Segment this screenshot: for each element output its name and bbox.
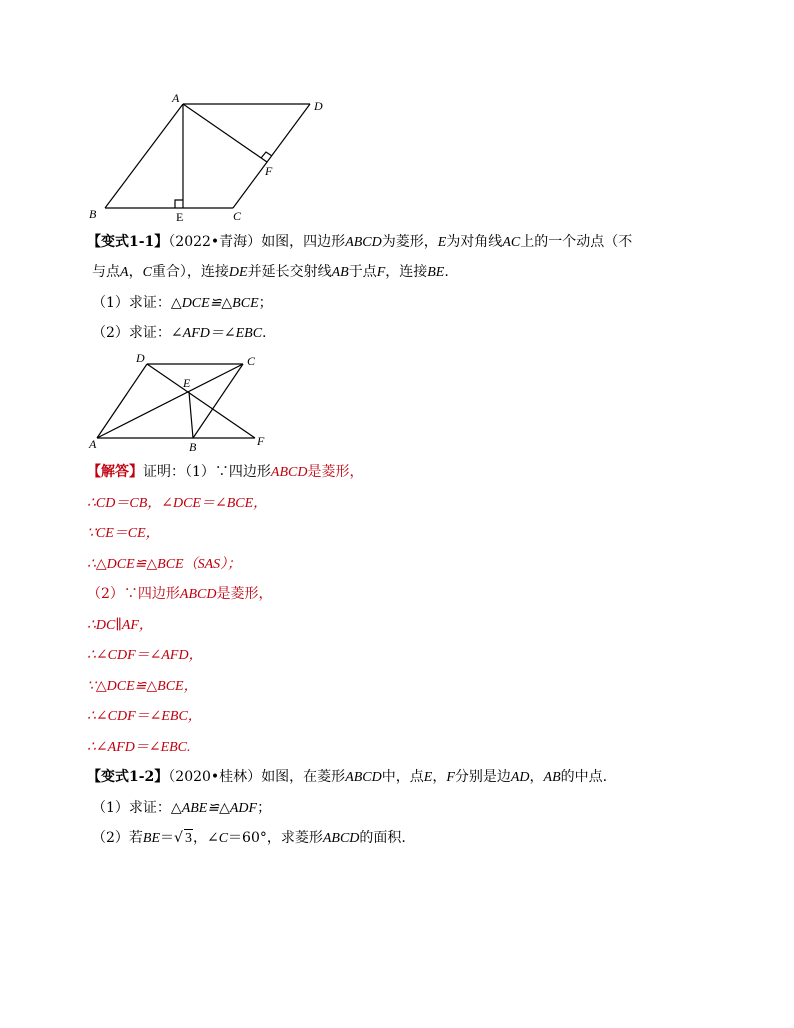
- label-a: A: [172, 91, 180, 105]
- figure-1: [85, 90, 345, 225]
- solution-tag: 【解答】: [87, 464, 143, 480]
- problem2-q1: （1）求证：△ABE≌△ADF；: [92, 800, 272, 816]
- problem1-q2: （2）求证：∠AFD＝∠EBC.: [92, 325, 267, 341]
- segment-ab: [105, 104, 183, 208]
- problem1-line1: 【变式1-1】（2022•青海）如图，四边形ABCD为菱形，E为对角线AC上的一个动点（不: [87, 234, 633, 250]
- label-f: F: [257, 434, 265, 448]
- figure-2: [85, 350, 285, 455]
- problem1-q1: （1）求证：△DCE≌△BCE；: [92, 295, 273, 311]
- label-b: B: [189, 440, 197, 454]
- label-a: A: [89, 437, 97, 451]
- solution-line1: 【解答】证明：（1）∵四边形ABCD是菱形，: [87, 464, 364, 480]
- label-f: F: [265, 164, 273, 178]
- segment-ac: [97, 364, 243, 438]
- segment-eb: [189, 392, 193, 438]
- solution-line6: ∴DC∥AF，: [87, 618, 153, 633]
- problem2-tag: 【变式1-2】: [87, 769, 169, 785]
- label-b: B: [89, 207, 97, 221]
- solution-line3: ∵CE＝CE，: [87, 526, 160, 541]
- problem1-line2: 与点A，C重合），连接DE并延长交射线AB于点F，连接BE.: [92, 264, 449, 280]
- solution-line7: ∴∠CDF＝∠AFD，: [87, 648, 203, 663]
- segment-af: [183, 104, 267, 162]
- problem1-tag: 【变式1-1】: [87, 234, 169, 250]
- solution-line5: （2）∵四边形ABCD是菱形，: [87, 586, 273, 602]
- solution-line2: ∴CD＝CB，∠DCE＝∠BCE，: [87, 496, 268, 511]
- problem2-line1: 【变式1-2】（2020•桂林）如图，在菱形ABCD中，点E，F分别是边AD，AB的中点.: [87, 769, 608, 785]
- label-d: D: [314, 99, 323, 113]
- label-e: E: [183, 376, 191, 390]
- figure-1-svg: [85, 90, 345, 225]
- solution-line8: ∵△DCE≌△BCE，: [87, 679, 198, 694]
- solution-line4: ∴△DCE≌△BCE（SAS）；: [87, 557, 242, 572]
- solution-line9: ∴∠CDF＝∠EBC，: [87, 709, 202, 724]
- problem2-q2: （2）若BE＝√ 3，∠C＝60°，求菱形ABCD的面积.: [92, 830, 406, 846]
- label-c: C: [233, 209, 242, 223]
- figure-2-svg: [85, 350, 285, 455]
- label-e: E: [176, 210, 184, 224]
- sqrt-radicand: 3: [184, 831, 192, 846]
- solution-line10: ∴∠AFD＝∠EBC.: [87, 740, 191, 755]
- label-c: C: [247, 354, 256, 368]
- segment-da: [97, 364, 147, 438]
- sqrt-sign: √: [174, 830, 183, 846]
- label-d: D: [136, 351, 145, 365]
- right-angle-e: [175, 200, 183, 208]
